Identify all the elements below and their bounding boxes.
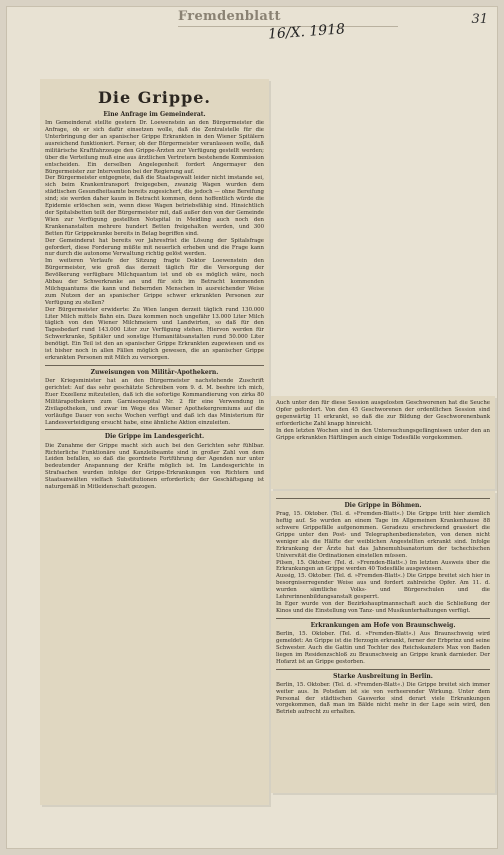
clipping-right-main [271, 491, 495, 793]
continuation-paragraph: In den letzten Wochen sind in den Untersuchungsgefängnissen unter den an Grippe erkrankten Häftlingen auch einige Todesfälle vorgekommen. [276, 427, 490, 441]
boehmen-paragraph: In Eger wurde von der Bezirkshauptmannschaft auch die Schließung der Kinos und die Einstellung von Tanz- und Musikunterhaltungen verfügt. [276, 600, 490, 614]
section-heading-apotheken: Zuweisungen von Militär-Apothekern. [90, 368, 219, 376]
handwritten-date: 16/X. 1918 [267, 21, 346, 43]
section-text-apotheken: Der Kriegsminister hat an den Bürgermeister nachstehende Zuschrift gerichtet: Auf das sehr geschätzte Schreiben vom 9. d. M. beehre ich mich, Euer Exzellenz mitzuteilen, daß ich die sofortige Kommandierung von zirka 80 Militärapothekern zum Garnisonsspital Nr. 2 für eine Verwendung in Zivilapotheken, und zwar im Wege des Wiener Apothekergremiums auf die vorläufige Dauer von sechs Wochen verfügt und daß ich das Ministerium für Landesverteidigung ersucht habe, eine ähnliche Aktion einzuleiten. [45, 378, 264, 426]
archive-page-number: 31 [471, 12, 488, 27]
article-subtitle: Eine Anfrage im Gemeinderat. [103, 111, 206, 118]
newspaper-masthead: Fremdenblatt [178, 9, 281, 24]
section-text-berlin: Berlin, 15. Oktober. (Tel. d. »Fremden-Blatt«.) Die Grippe breitet sich immer weiter aus. In Potsdam ist sie von verheerender Wirkung. Unter dem Personal der städtischen Gaswerke sind derart viele Erkrankungen vorgekommen, daß man im Bälde nicht mehr in der Lage sein wird, den Betrieb aufrecht zu erhalten. [276, 681, 490, 716]
boehmen-paragraph: Aussig, 15. Oktober. (Tel. d. »Fremden-Blatt«.) Die Grippe breitet sich hier in besorgniserregender Weise aus und fordert zahlreiche Opfer. Am 11. d. wurden sämtliche Volks- und Bürgerschulen und die Lehrerinnenbildungsanstalt gesperrt. [276, 573, 490, 601]
article-paragraph: Der Gemeinderat hat bereits vor Jahresfrist die Lösung der Spitalsfrage gefordert, diese Forderung müßte mit neuerlich erheben und die Frage kann nur durch die autonome Verwaltung richtig gelöst werden. [45, 237, 264, 258]
section-text-landesgericht: Die Zunahme der Grippe macht sich auch bei den Gerichten sehr fühlbar. Richterliche Funktionäre und Kanzleibeamte sind in großer Zahl von dem Leiden befallen, so daß die geordnete Fortführung der Agenden nur unter bedeutender Anspannung der Kräfte möglich ist. Im Landesgerichte in Strafsachen wurden infolge der Grippe-Erkrankungen von Richtern und Staatsanwälten vielfach Substitutionen erforderlich; der Geschäftsgang ist naturgemäß in Mitleidenschaft gezogen. [45, 442, 264, 491]
section-heading-landesgericht: Die Grippe im Landesgericht. [104, 433, 205, 441]
clipping-left-column [40, 79, 269, 805]
article-paragraph: Im weiteren Verlaufe der Sitzung fragte Doktor Loewenstein den Bürgermeister, wie groß das derzeit täglich für die Versorgung der Bevölkerung verfügbare Milchquantum ist und ob es möglich wäre, noch Abbau der Schwerkranke an und für sich im Betracht kommenden Milchquantums die kann und fiebernden Menschen in ausreichender Weise zum Nutzen der an spanischer Grippe schwer erkrankten Personen zur Verfügung zu stellen? [45, 258, 264, 306]
section-heading-berlin: Starke Ausbreitung in Berlin. [333, 672, 433, 680]
section-divider [276, 498, 490, 499]
article-title: Die Grippe. [98, 88, 211, 107]
section-divider [276, 669, 490, 670]
boehmen-paragraph: Pilsen, 15. Oktober. (Tel. d. »Fremden-Blatt«.) Im letzten Ausweis über die Erkrankungen an Grippe werden 40 Todesfälle ausgewiesen. [276, 559, 490, 573]
article-paragraph: Der Bürgermeister erwiderte: Zu Wien langen derzeit täglich rund 130.000 Liter Milch mittels Bahn ein. Dazu kommen noch ungefähr 13.000 Liter Milch täglich von den Wiener Milchmeiern und Landwirten, so daß für den Tagesbedarf rund 143.000 Liter zur Verfügung stehen. Hiervon werden für Schwerkranke, Spitäler und sonstige Humanitätsanstalten rund 50.000 Liter benötigt. Ein Teil ist den an spanischer Grippe Erkrankten zugewiesen und es ist bisher noch in allen Fällen möglich gewesen, die an spanischer Grippe erkrankten Personen mit Milch zu versorgen. [45, 306, 264, 362]
section-divider [45, 365, 264, 366]
continuation-paragraph: Auch unter den für diese Session ausgelosten Geschworenen hat die Seuche Opfer gefordert. Von den 45 Geschworenen der ordentlichen Session sind gegenwärtig 11 erkrankt, so daß die zur Bildung der Geschworenenbank erforderliche Zahl knapp hinreicht. [276, 400, 490, 427]
article-paragraph: Im Gemeinderat stellte gestern Dr. Loewenstein an den Bürgermeister die Anfrage, ob er sich dafür einsetzen wolle, daß die Zentralstelle für die Unterbringung der an spanischer Grippe Erkrankten in den Wiener Spitälern ausreichend funktioniert. Ferner, ob der Bürgermeister veranlassen wolle, daß militärische Kraftfahrzeuge den Grippe-Ärzten zur Verfügung gestellt werden; über die Verteilung muß eine aus ärztlichen Vertretern bestehende Kommission entscheiden. Ein derselben Angelegenheit fordert Angermayer den Bürgermeister zur Intervention bei der Regierung auf. [45, 120, 264, 175]
section-text-braunschweig: Berlin, 15. Oktober. (Tel. d. »Fremden-Blatt«.) Aus Braunschweig wird gemeldet: An Grippe ist die Herzogin erkrankt, ferner der Erbprinz und seine Schwester. Auch die Gattin und Tochter des Reichskanzlers Max von Baden liegen im Residenzschloß zu Braunschweig an Grippe krank darnieder. Der Hofarzt ist an Grippe gestorben. [276, 631, 490, 665]
section-heading-boehmen: Die Grippe in Böhmen. [344, 502, 422, 509]
section-divider [276, 618, 490, 619]
clipping-right-top [271, 396, 495, 489]
article-paragraph: Der Bürgermeister entgegnete, daß die Staatsgewalt leider nicht imstande sei, sich beim Krankentransport freigegeben, zwanzig Wagen wurden dem städtischen Gesundheitsamte bereits zugesichert, die jedoch — ohne Bereifung sind; sie werden daher kaum in Betracht kommen, denn hoffentlich würde die Epidemie erlöschen sein, wenn diese Wagen betriebsfähig sind. Hinsichtlich der Spitalsbetten teilt der Bürgermeister mit, daß außer den von der Gemeinde Wien zur Verfügung gestellten Notspital in Meidling auch noch den Krankenanstalten mehrere hundert Betten freigehalten werden, und 300 Betten für Grippekranke bereits in Belag begriffen sind. [45, 175, 264, 237]
section-divider [45, 429, 264, 430]
section-heading-braunschweig: Erkrankungen am Hofe von Braunschweig. [310, 621, 456, 629]
boehmen-paragraph: Prag, 15. Oktober. (Tel. d. »Fremden-Blatt«.) Die Grippe tritt hier ziemlich heftig auf. So wurden an einem Tage im Allgemeinen Krankenhause 88 schwere Grippefälle aufgenommen. Geradezu erschreckend grassiert die Grippe unter den Post- und Telegraphenbediensteten, von denen nicht weniger als die Hälfte der weiblichen Angestellten erkrankt sind. Infolge Erkrankung der Ärzte hat das Jahnemuhlsanatorium der tschechischen Universität die Ordinationen einstellen müssen. [276, 511, 490, 559]
